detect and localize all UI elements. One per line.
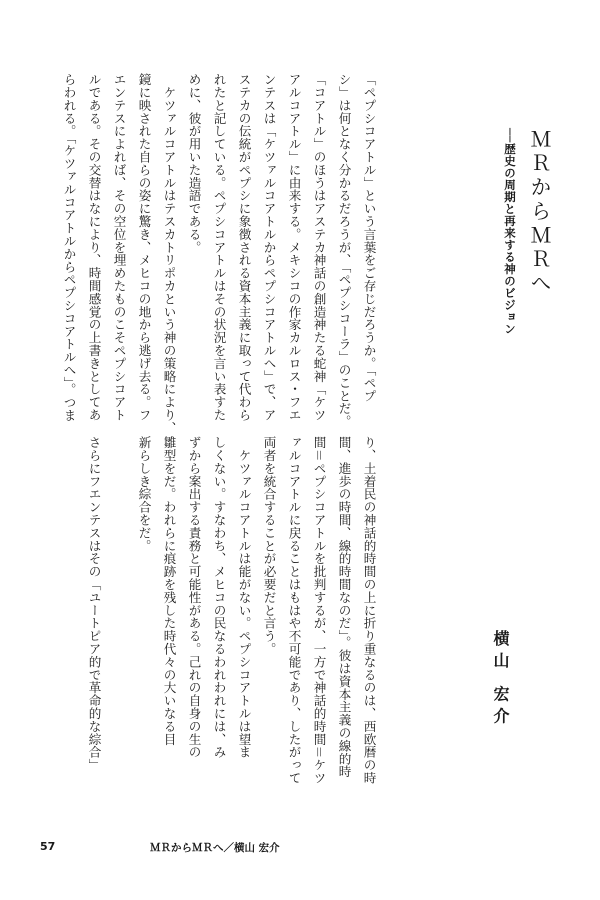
text-line: 雛型をだ。われらに痕跡を残した時代々の大いなる目 [161,436,177,746]
text-line: 新らしき綜合をだ。 [136,436,152,553]
text-line: り、土着民の神話的時間の上に折り重なるのは、西欧暦の時 [361,436,377,785]
text-line: さらにフエンテスはその「ユートピア的で革命的な綜合」 [86,436,102,772]
text-line: アルコアトル」に由来する。メキシコの作家カルロス・フエ [286,73,302,422]
article-title: ＭＲからＭＲへ [528,128,552,296]
author-name: 横山 宏介 [491,630,510,730]
text-line: ルである。その交替はなにより、時間感覚の上書きとしてあ [86,73,102,422]
text-line: れたと記している。ペプシコアトルはその状況を言い表すた [211,73,227,422]
text-line: 「コアトル」のほうはアステカ神話の創造神たる蛇神「ケツ [311,73,327,422]
text-line: めに、彼が用いた造語である。 [186,73,202,254]
text-line: しくない。すなわち、メヒコの民なるわれわれには、み [211,436,227,759]
text-line: ケツァルコアトルはテスカトリポカという神の策略により、 [161,73,177,435]
text-line: 鏡に映された自らの姿に驚き、メヒコの地から逃げ去る。フ [136,73,152,422]
text-line: エンテスによれば、その空位を埋めたものこそペプシコアト [111,73,127,422]
page-number: 57 [40,840,56,853]
running-title: ＭＲからＭＲへ／横山 宏介 [150,842,280,854]
text-line: ケツァルコアトルは能がない。ペプシコアトルは望ま [236,436,252,759]
text-line: 間＝ペプシコアトルを批判するが、一方で神話的時間＝ケツ [311,436,327,785]
text-line: らわれる。「ケツァルコアトルからペプシコアトルへ」。つま [61,73,77,422]
text-line: 間、進歩の時間、線的時間なのだ」。彼は資本主義の線的時 [336,436,352,778]
text-line: ァルコアトルに戻ることはもはや不可能であり、したがって [286,436,302,785]
text-line: ステカの伝統がペプシに象徴される資本主義に取って代わら [236,73,252,422]
text-line: シ」は何となく分かるだろうが、「ペプシコーラ」のことだ。 [336,73,352,428]
article-subtitle: ──歴史の周期と再来する神のビジョン [503,128,517,335]
text-line: ンテスは「ケツァルコアトルからペプシコアトルへ」で、ア [261,73,277,422]
text-line: ずから案出する責務と可能性がある。己れの自身の生の [186,436,202,759]
text-line: 両者を統合することが必要だと言う。 [261,436,277,656]
text-line: 「ペプシコアトル」という言葉をご存じだろうか。「ペプ [361,73,377,403]
